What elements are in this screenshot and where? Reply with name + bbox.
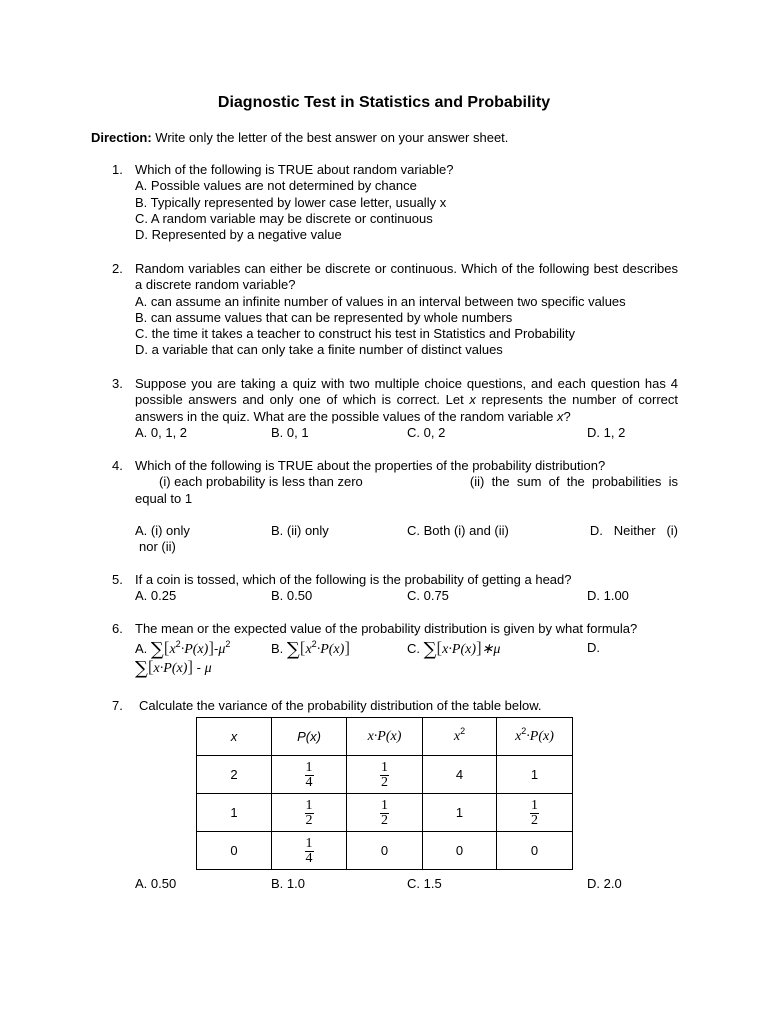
option-c: C. the time it takes a teacher to construct his test in Statistics and Probability — [135, 326, 576, 342]
table-row — [197, 832, 573, 870]
option-d: D. 1, 2 — [587, 424, 626, 440]
cell-x2: 0 — [423, 832, 497, 870]
header-x2: $x^2$ — [423, 718, 497, 756]
cell-x: 1 — [197, 794, 272, 832]
question-stem: Calculate the variance of the probability distribution of the table below. — [139, 698, 542, 713]
option-a: A. 0.25 — [135, 588, 177, 604]
cell-xpx: 0 — [347, 832, 423, 870]
question-7 — [112, 698, 678, 714]
question-stem: Which of the following is TRUE about the properties of the probability distribution? — [135, 458, 606, 473]
option-d: D. Represented by a negative value — [135, 227, 342, 243]
question-stem: Which of the following is TRUE about random variable? — [135, 162, 454, 177]
option-c: C. Both (i) and (ii) — [407, 522, 509, 538]
question-stem: Suppose you are taking a quiz with two multiple choice questions, and each question has 4 possible answers and only one of which is correct. Let x represents the number of correct answers in the quiz. What are the possible values of the random variable x? — [135, 376, 678, 424]
option-b: B. 0, 1 — [271, 424, 309, 440]
option-b: B. can assume values that can be represented by whole numbers — [135, 309, 513, 325]
question-1 — [112, 162, 678, 243]
cell-x2: 4 — [423, 756, 497, 794]
option-d: D. Neither (i) — [589, 522, 678, 538]
question-4 — [112, 458, 678, 555]
option-b: B. (ii) only — [271, 522, 329, 538]
question-number: 4. — [112, 458, 123, 473]
cell-x2: 1 — [423, 794, 497, 832]
cell-px: $\frac{1}{4}$ — [272, 832, 347, 870]
cell-x2px: 1 — [497, 756, 573, 794]
option-d: D. a variable that can only take a finite number of distinct values — [135, 342, 503, 358]
question-3 — [112, 376, 678, 441]
option-a: A. 0.50 — [135, 876, 177, 891]
header-px: P(x) — [272, 718, 347, 756]
property-ii-cont: equal to 1 — [135, 490, 193, 506]
direction-line — [91, 130, 508, 145]
page-title: Diagnostic Test in Statistics and Probability — [217, 94, 551, 111]
option-b: B. 1.0 — [271, 876, 305, 891]
option-d-formula: ∑[x·P(x)] - μ — [135, 657, 212, 680]
question-number: 1. — [112, 162, 123, 177]
question-number: 6. — [112, 621, 123, 636]
header-x: x — [197, 718, 272, 756]
table-row — [197, 794, 573, 832]
question-number: 2. — [112, 261, 123, 276]
option-d-cont: nor (ii) — [139, 539, 176, 555]
variable-x: x — [557, 408, 564, 424]
option-b: B. 0.50 — [271, 588, 313, 604]
cell-x2px: 0 — [497, 832, 573, 870]
question-number: 3. — [112, 376, 123, 391]
option-a: A. $\sum[x^2\cdot P(x)]-\mu^2$ — [135, 638, 231, 661]
sigma-symbol: ∑ — [150, 639, 164, 661]
sigma-symbol: ∑ — [423, 639, 437, 661]
sigma-symbol: ∑ — [135, 658, 148, 680]
option-a: A. (i) only — [135, 522, 190, 538]
cell-x: 0 — [197, 832, 272, 870]
question-stem: The mean or the expected value of the probability distribution is given by what formula? — [135, 621, 638, 636]
table-header-row — [197, 718, 573, 756]
option-d-label: D. — [587, 640, 600, 656]
option-b: B. $\sum[x^2\cdot P(x)]$ — [271, 638, 350, 661]
option-d: D. 2.0 — [587, 876, 622, 891]
option-a: A. can assume an infinite number of values in an interval between two specific values — [135, 293, 626, 309]
question-5 — [112, 572, 678, 605]
header-x2px: $x^2\cdot P(x)$ — [497, 718, 573, 756]
question-2 — [112, 261, 678, 359]
option-c: C. ∑[x·P(x)]∗μ — [407, 638, 501, 661]
option-d: D. 1.00 — [587, 588, 629, 604]
property-ii: (ii) the sum of the probabilities is — [469, 474, 678, 490]
question-number: 5. — [112, 572, 123, 587]
property-i: (i) each probability is less than zero — [159, 474, 363, 490]
option-b: B. Typically represented by lower case letter, usually x — [135, 194, 447, 210]
option-c: C. 1.5 — [407, 876, 442, 891]
option-c: C. 0.75 — [407, 588, 449, 604]
table-row — [197, 756, 573, 794]
sigma-symbol: ∑ — [286, 639, 300, 661]
question-7-options — [112, 876, 678, 892]
question-number: 7. — [112, 698, 123, 713]
variable-x: x — [469, 392, 476, 408]
cell-x2px: $\frac{1}{2}$ — [497, 794, 573, 832]
direction-label: Direction: — [91, 130, 152, 145]
header-xpx: x·P(x) — [347, 718, 423, 756]
option-a: A. Possible values are not determined by chance — [135, 178, 417, 194]
option-c: C. 0, 2 — [407, 424, 446, 440]
direction-text: Write only the letter of the best answer on your answer sheet. — [151, 130, 509, 145]
cell-x: 2 — [197, 756, 272, 794]
option-a: A. 0, 1, 2 — [135, 424, 188, 440]
cell-px: $\frac{1}{2}$ — [272, 794, 347, 832]
question-stem: Random variables can either be discrete or continuous. Which of the following best describes a discrete random variable? — [135, 261, 678, 293]
cell-px: $\frac{1}{4}$ — [272, 756, 347, 794]
option-c: C. A random variable may be discrete or continuous — [135, 210, 433, 226]
question-6 — [112, 621, 678, 681]
question-stem: If a coin is tossed, which of the following is the probability of getting a head? — [135, 572, 572, 587]
cell-xpx: $\frac{1}{2}$ — [347, 756, 423, 794]
probability-distribution-table — [196, 717, 573, 870]
cell-xpx: $\frac{1}{2}$ — [347, 794, 423, 832]
